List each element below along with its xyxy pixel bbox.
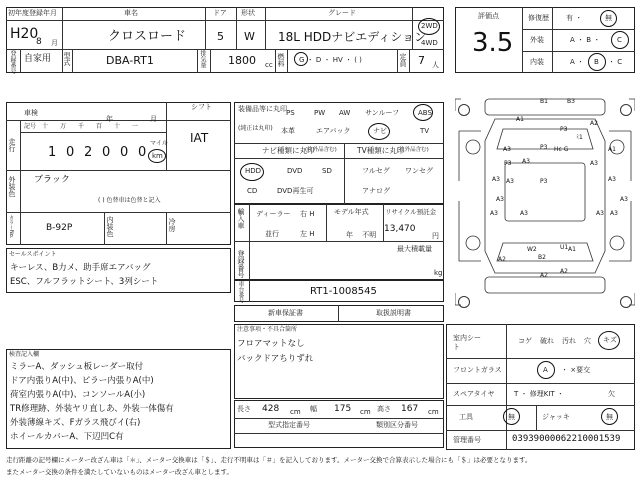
spare-label: スペアタイヤ (453, 390, 495, 398)
first-reg-label: 初年度登録年月 (8, 9, 57, 17)
diagram-damage-label: B1 (540, 98, 548, 105)
grade-label: グレード (328, 9, 356, 17)
diagram-damage-label: A3 (522, 158, 530, 165)
interior-label: 内装 (530, 58, 544, 66)
model-year-value: 年 不明 (346, 231, 377, 239)
equipment-item: ABS (418, 109, 432, 117)
displacement-label: 排気量 (199, 50, 206, 68)
inspector-label: 検査記入欄 (9, 351, 40, 358)
grade: 18L HDDナビエディション (278, 30, 427, 44)
first-reg-year: H20 (10, 26, 39, 42)
shape: W (244, 30, 255, 43)
inspector-line: 外装薄線キズ、Fガラス飛びイ(右) (10, 418, 141, 428)
equipment-item: サンルーフ (365, 109, 400, 117)
max-load-unit: kg (434, 269, 443, 277)
glass-selected: A (543, 366, 548, 374)
length-unit: cm (290, 408, 301, 416)
jack-label: ジャッキ (542, 413, 570, 421)
glass-rest: ・ ×要交 (561, 366, 591, 374)
type-spec-label: 型式指定番号 (268, 421, 310, 429)
month-unit: 月 (51, 39, 58, 47)
diagram-damage-label: A3 (506, 178, 514, 185)
diagram-damage-label: B3 (567, 98, 575, 105)
tool-label: 工具 (459, 413, 473, 421)
equipment-item: PW (314, 109, 326, 117)
nav-cd: CD (247, 187, 258, 195)
drive-4wd: 4WD (421, 39, 438, 47)
inspector-line: ドア内張りA(中)、ピラー内張りA(中) (10, 376, 154, 386)
refrigerator-label: 冷房 (168, 218, 176, 232)
odometer-header-cell: 万 (60, 123, 67, 130)
glass-label: フロントガラス (453, 366, 502, 374)
diagram-damage-label: A2 (540, 272, 548, 279)
odometer-digit: 0 (120, 145, 129, 160)
km-label: km (152, 152, 163, 160)
diagram-damage-label: A2 (590, 120, 598, 127)
diagram-damage-label: A1 (516, 116, 524, 123)
width-unit: cm (360, 408, 371, 416)
seat-selected: キズ (603, 336, 617, 344)
seat-option: 穴 (584, 337, 591, 345)
length-label: 長さ (237, 405, 251, 413)
diagram-damage-label: A2 (560, 268, 568, 275)
odometer-header-cell: 十 (42, 123, 49, 130)
door-label: ドア (213, 9, 227, 17)
sales-point-label: セールスポイント (9, 251, 57, 258)
odometer-digit: 0 (138, 145, 147, 160)
use-type: 自家用 (24, 54, 52, 64)
exterior-color-value: ブラック (34, 175, 70, 185)
length: 428 (262, 404, 280, 414)
tv-oneseg: ワンセグ (405, 167, 433, 175)
diagram-damage-label: A1 (608, 146, 616, 153)
tv-type-label: TV種類に丸印 (357, 146, 405, 155)
diagram-damage-label: B2 (538, 254, 546, 261)
mgmt-label: 管理番号 (453, 436, 481, 444)
nav-dvd-play: DVD再生可 (277, 187, 314, 195)
inspector-line: ミラーA、ダッシュ板レーダー取付 (10, 362, 144, 372)
diagram-gear-code: Hc G (554, 146, 569, 153)
diagram-damage-label: A3 (492, 176, 500, 183)
navi-circle (368, 123, 390, 140)
nav-dvd: DVD (287, 167, 303, 175)
exterior-selected: C (617, 36, 622, 44)
odometer-header-cell: 一 (132, 123, 139, 130)
drive-2wd: 2WD (421, 22, 438, 30)
odometer-digit: 0 (102, 145, 111, 160)
odometer-digit: 1 (48, 145, 57, 160)
diagram-corner-marker (620, 296, 632, 308)
class-no-label: 類別区分番号 (376, 421, 418, 429)
color-no: B-92P (46, 223, 73, 233)
abs-circle (413, 104, 433, 121)
interior-selected: B (594, 58, 599, 66)
equipment-item: 本革 (281, 127, 295, 135)
registration-no-label: 登録番号 (237, 250, 245, 278)
interior-options-c: ・ C (608, 58, 623, 66)
interior-color-label: 内装色 (106, 216, 114, 237)
import-dealer: ディーラー (256, 210, 291, 218)
capacity-label: 定員 (399, 53, 407, 67)
width-label: 幅 (310, 405, 317, 413)
inspection-month: 月 (150, 115, 157, 123)
diagram-damage-label: A1 (568, 246, 576, 253)
diagram-damage-label: U1 (560, 244, 569, 251)
notes-label: 注意事項・不具合箇所 (237, 326, 298, 333)
max-load-label: 最大積載量 (397, 245, 432, 253)
car-name-label: 車名 (124, 9, 138, 17)
seat-option: コゲ (518, 337, 532, 345)
nav-type-label: ナビ種類に丸印 (262, 146, 315, 155)
mile-label: マイル (150, 140, 168, 147)
diagram-damage-label: A3 (620, 196, 628, 203)
car-name: クロスロード (108, 29, 187, 44)
cc-unit: cc (265, 61, 273, 69)
color-no-label: カラーNo. (8, 215, 14, 239)
inspector-line: 荷室内張りA(中)、コンソールA(小) (10, 390, 146, 400)
model-code: DBA-RT1 (106, 54, 154, 67)
diagram-damage-label: P3 (560, 126, 568, 133)
first-reg-month: 8 (36, 37, 42, 47)
interior-options-a: A ・ (570, 58, 585, 66)
diagram-damage-label: P3 (504, 160, 512, 167)
equipment-sub: (純正は丸印) (238, 125, 273, 132)
exterior-color-label: 外装色 (8, 176, 16, 197)
doors: 5 (217, 30, 224, 43)
import-parallel: 並行 (265, 230, 279, 238)
odometer-header-cell: 千 (78, 123, 85, 130)
odometer-digit: 0 (66, 145, 75, 160)
diagram-damage-label: A3 (610, 210, 618, 217)
footer-line-2: またメーター交換の条件を満たしていないものはメーター改ざん車とします。 (6, 468, 233, 476)
recycle-unit: 円 (432, 232, 439, 240)
recycle-value: 13,470 (384, 224, 416, 234)
docs-block (234, 305, 444, 322)
nav-type-sub: (社外品含む) (305, 147, 337, 153)
sales-point-line-2: ESC、フルフラットシート、3列シート (10, 277, 159, 287)
jack-selected: 無 (606, 413, 613, 421)
height-unit: cm (428, 408, 439, 416)
tv-type-sub: (社外品含む) (397, 147, 429, 153)
fuel-label: 燃料 (277, 53, 285, 67)
manual: 取扱説明書 (376, 309, 411, 317)
diagram-damage-label: A3 (496, 196, 504, 203)
diagram-damage-label: A3 (503, 146, 511, 153)
vin-label: 車台番号 (237, 281, 244, 303)
import-label: 輸入車 (237, 208, 245, 229)
sales-point-line-1: キーレス、B力メ、助手席エアバッグ (10, 263, 151, 273)
diagram-corner-marker (458, 296, 470, 308)
odometer-header-cell: 十 (114, 123, 121, 130)
diagram-damage-label: P3 (540, 178, 548, 185)
equipment-label: 装備品等に丸印 (238, 105, 287, 113)
reg-no-label: 登録番号 (9, 50, 16, 74)
car-damage-diagram (455, 91, 635, 313)
seat-option: 破れ (540, 337, 554, 345)
odometer-header-cell: 百 (96, 123, 103, 130)
height-label: 高さ (377, 405, 391, 413)
inspector-line: TR修理跡、外装ヤリ直しあ、外装一体傷有 (10, 404, 174, 414)
diagram-damage-label: P3 (540, 144, 548, 151)
diagram-corner-marker (458, 104, 470, 116)
notes-line-2: バックドアちりずれ (237, 354, 314, 364)
repair-selected: 無 (605, 14, 612, 22)
equipment-item: エアバック (316, 127, 351, 135)
odometer-digit: 2 (84, 145, 93, 160)
mgmt-no: 03939000062210001539 (512, 434, 621, 444)
inspection-label: 車検 (24, 109, 38, 117)
capacity: 7 (418, 54, 425, 67)
vin: RT1-1008545 (310, 286, 377, 297)
equipment-item: AW (339, 109, 351, 117)
shape-label: 形状 (241, 9, 255, 17)
diagram-corner-marker (620, 104, 632, 116)
model-label: 型式 (63, 52, 71, 66)
repair-label: 修復歴 (528, 14, 549, 22)
tv-analog: アナログ (362, 187, 390, 195)
recycle-label: リサイクル預託金 (385, 208, 437, 216)
tool-selected: 無 (508, 413, 515, 421)
model-year-label: モデル年式 (334, 208, 369, 216)
height: 167 (401, 404, 419, 414)
nav-hdd: HDD (245, 167, 262, 175)
spare-missing: 欠 (608, 390, 615, 398)
odometer-header-cell: 記号 (24, 123, 37, 130)
diagram-damage-label: A3 (608, 176, 616, 183)
equipment-item: ナビ (373, 127, 387, 135)
score-label: 評価点 (478, 12, 499, 20)
color-change-note: ( ) 色替車は色替と記入 (98, 197, 161, 204)
person-unit: 人 (432, 61, 439, 69)
diagram-damage-label: A3 (590, 160, 598, 167)
footer-line-1: 走行距離の記号欄にメーター改ざん車は「＊」、メーター交換車は「＄」、走行不明車は「＃」を記入しております。メーター交換で合算表示した場合にも「＄」は必要となります。 (6, 456, 532, 464)
mileage-label: 走行 (8, 138, 16, 152)
diagram-damage-label: A3 (520, 210, 528, 217)
diagram-damage-label: A3 (596, 210, 604, 217)
seat-option: 汚れ (562, 337, 576, 345)
width: 175 (334, 404, 352, 414)
diagram-damage-label: A3 (490, 210, 498, 217)
tv-fullseg: フルセグ (362, 167, 390, 175)
exterior-options: A ・ B ・ (570, 36, 601, 44)
diagram-damage-label: ﾐ1 (576, 134, 583, 141)
displacement: 1800 (228, 54, 256, 67)
spare-options: T ・ 修理KIT ・ (514, 390, 564, 398)
fuel-options: G ・ D ・ HV ・ ( ) (299, 56, 362, 64)
import-rhd: 右 H (300, 210, 315, 218)
repair-options: 有 ・ (566, 14, 583, 22)
shift-value: IAT (190, 131, 209, 145)
inspector-line: ホイールカバーA、下辺凹C有 (10, 432, 124, 442)
equipment-item: PS (286, 109, 295, 117)
score-value: 3.5 (472, 28, 514, 58)
shift-label: シフト (191, 103, 212, 111)
inspection-year: 年 (106, 115, 113, 123)
exterior-label: 外装 (530, 36, 544, 44)
diagram-damage-label: A2 (498, 256, 506, 263)
nav-sd: SD (322, 167, 332, 175)
seat-label: 室内シート (453, 334, 481, 352)
new-warranty: 新車保証書 (268, 309, 303, 317)
notes-line-1: フロアマットなし (237, 339, 305, 349)
diagram-damage-label: W2 (527, 246, 537, 253)
import-lhd: 左 H (300, 230, 315, 238)
equipment-item: TV (420, 127, 430, 135)
